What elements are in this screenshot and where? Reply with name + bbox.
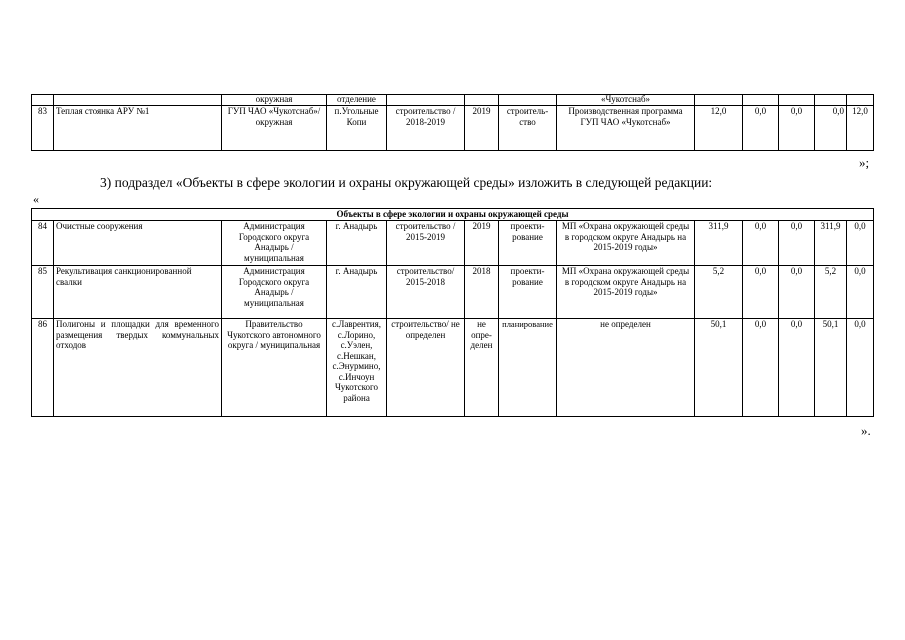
value-federal: 0,0 [743, 319, 779, 417]
customer: Правительство Чукотского автономного округа / муниципальная [222, 319, 327, 417]
table-row [32, 106, 874, 151]
object-name: Полигоны и площадки для временного размещения твердых коммунальных отходов [54, 319, 222, 417]
value-regional: 0,0 [779, 266, 815, 319]
page-heading: 3) подраздел «Объекты в сфере экологии и охраны окружающей среды» изложить в следующей редакции: [100, 175, 713, 190]
value-total: 5,2 [695, 266, 743, 319]
row-number: 86 [32, 319, 54, 417]
quote-open: « [33, 192, 39, 206]
value-federal: 0,0 [743, 106, 779, 151]
year: 2018 [465, 266, 499, 319]
cell [54, 95, 222, 106]
cell: окружная [222, 95, 327, 106]
object-name: Рекультивация санкционированной свалки [54, 266, 222, 319]
cell [32, 95, 54, 106]
table-row [32, 319, 874, 417]
value-regional: 0,0 [779, 221, 815, 266]
customer: Администрация Городского округа Анадырь / муниципальная [222, 266, 327, 319]
year: 2019 [465, 221, 499, 266]
location: п.Угольные Копи [327, 106, 387, 151]
year: не опре-делен [465, 319, 499, 417]
row-number: 84 [32, 221, 54, 266]
location: г. Анадырь [327, 266, 387, 319]
value-other: 0,0 [847, 319, 874, 417]
customer: ГУП ЧАО «Чукотснаб»/ окружная [222, 106, 327, 151]
cell [695, 95, 743, 106]
stage: строитель-ство [499, 106, 557, 151]
value-total: 12,0 [695, 106, 743, 151]
value-regional: 0,0 [779, 106, 815, 151]
program: МП «Охрана окружающей среды в городском округе Анадырь на 2015-2019 годы» [557, 221, 695, 266]
period: строительство / 2018-2019 [387, 106, 465, 151]
cell [847, 95, 874, 106]
table-row [32, 221, 874, 266]
stage: проекти-рование [499, 221, 557, 266]
value-total: 50,1 [695, 319, 743, 417]
stage: проекти-рование [499, 266, 557, 319]
value-local: 50,1 [815, 319, 847, 417]
cell [465, 95, 499, 106]
value-total: 311,9 [695, 221, 743, 266]
period: строительство / 2015-2019 [387, 221, 465, 266]
cell [387, 95, 465, 106]
row-number: 83 [32, 106, 54, 151]
value-local: 0,0 [815, 106, 847, 151]
cell [499, 95, 557, 106]
value-federal: 0,0 [743, 221, 779, 266]
program: Производственная программа ГУП ЧАО «Чукотснаб» [557, 106, 695, 151]
location: г. Анадырь [327, 221, 387, 266]
value-regional: 0,0 [779, 319, 815, 417]
section-row [32, 209, 874, 221]
stage: планирование [499, 319, 557, 417]
customer: Администрация Городского округа Анадырь / муниципальная [222, 221, 327, 266]
table-row-partial [32, 95, 874, 106]
section-title: Объекты в сфере экологии и охраны окружающей среды [32, 209, 874, 221]
location: с.Лаврентия, с.Лорино, с.Уэлен, с.Нешкан, с.Энурмино, с.Инчоун Чукотского района [327, 319, 387, 417]
value-other: 12,0 [847, 106, 874, 151]
period: строительство/ не определен [387, 319, 465, 417]
program: МП «Охрана окружающей среды в городском округе Анадырь на 2015-2019 годы» [557, 266, 695, 319]
table-row [32, 266, 874, 319]
value-other: 0,0 [847, 266, 874, 319]
value-other: 0,0 [847, 221, 874, 266]
cell [815, 95, 847, 106]
object-name: Теплая стоянка АРУ №1 [54, 106, 222, 151]
cell: отделение [327, 95, 387, 106]
cell [779, 95, 815, 106]
value-federal: 0,0 [743, 266, 779, 319]
quote-close-final: ». [861, 423, 871, 438]
program: не определен [557, 319, 695, 417]
quote-close: »; [859, 155, 870, 170]
value-local: 311,9 [815, 221, 847, 266]
period: строительство/ 2015-2018 [387, 266, 465, 319]
year: 2019 [465, 106, 499, 151]
value-local: 5,2 [815, 266, 847, 319]
row-number: 85 [32, 266, 54, 319]
object-name: Очистные сооружения [54, 221, 222, 266]
previous-objects-table [31, 94, 874, 151]
cell: «Чукотснаб» [557, 95, 695, 106]
ecology-objects-table [31, 208, 874, 417]
cell [743, 95, 779, 106]
